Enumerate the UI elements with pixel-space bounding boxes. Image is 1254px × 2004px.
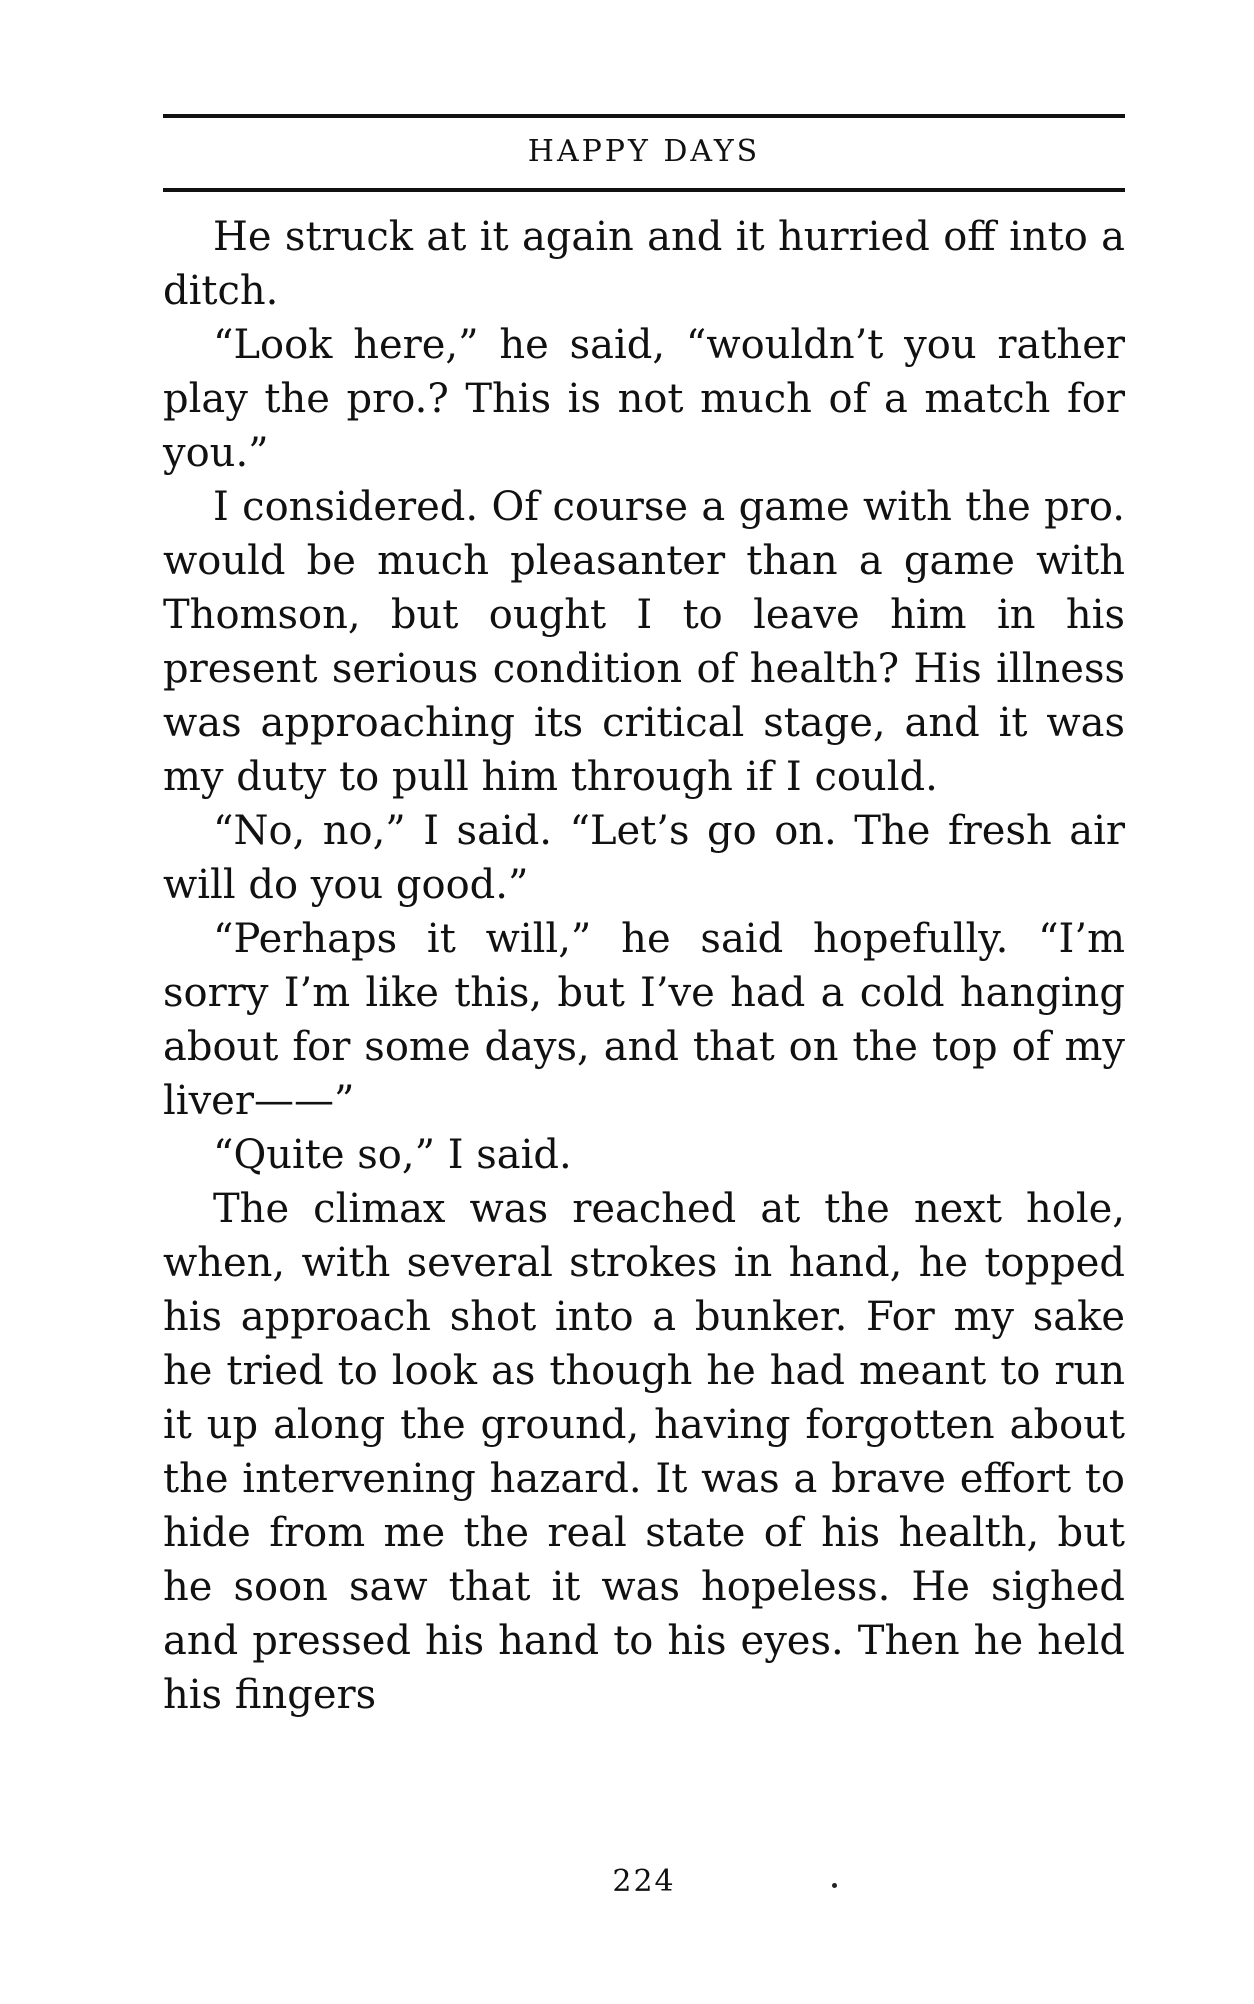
header-rule-bottom	[163, 188, 1125, 192]
body-text	[163, 210, 1125, 1722]
paragraph: “Perhaps it will,” he said hopefully. “I’m sorry I’m like this, but I’ve had a cold hanging about for some days, and that on the top of my liver——”	[163, 916, 1125, 1124]
paragraph: He struck at it again and it hurried off into a ditch.	[163, 214, 1125, 314]
paragraph: “No, no,” I said. “Let’s go on. The fresh air will do you good.”	[163, 808, 1125, 908]
paragraph: I considered. Of course a game with the pro. would be much pleasanter than a game with Thomson, but ought I to leave him in his present serious condition of health? His illness was approaching its critical stage, and it was my duty to pull him through if I could.	[163, 484, 1125, 800]
page-number: 224	[612, 1864, 676, 1899]
print-speck	[832, 1883, 837, 1888]
paragraph: The climax was reached at the next hole, when, with several strokes in hand, he topped his approach shot into a bunker. For my sake he tried to look as though he had meant to run it up along the ground, having forgotten about the intervening hazard. It was a brave effort to hide from me the real state of his health, but he soon saw that it was hopeless. He sighed and pressed his hand to his eyes. Then he held his fingers	[163, 1186, 1125, 1718]
running-head: HAPPY DAYS	[527, 134, 761, 169]
header-rule-top	[163, 114, 1125, 118]
paragraph: “Quite so,” I said.	[213, 1132, 572, 1178]
paragraph: “Look here,” he said, “wouldn’t you rather play the pro.? This is not much of a match for you.”	[163, 322, 1125, 476]
